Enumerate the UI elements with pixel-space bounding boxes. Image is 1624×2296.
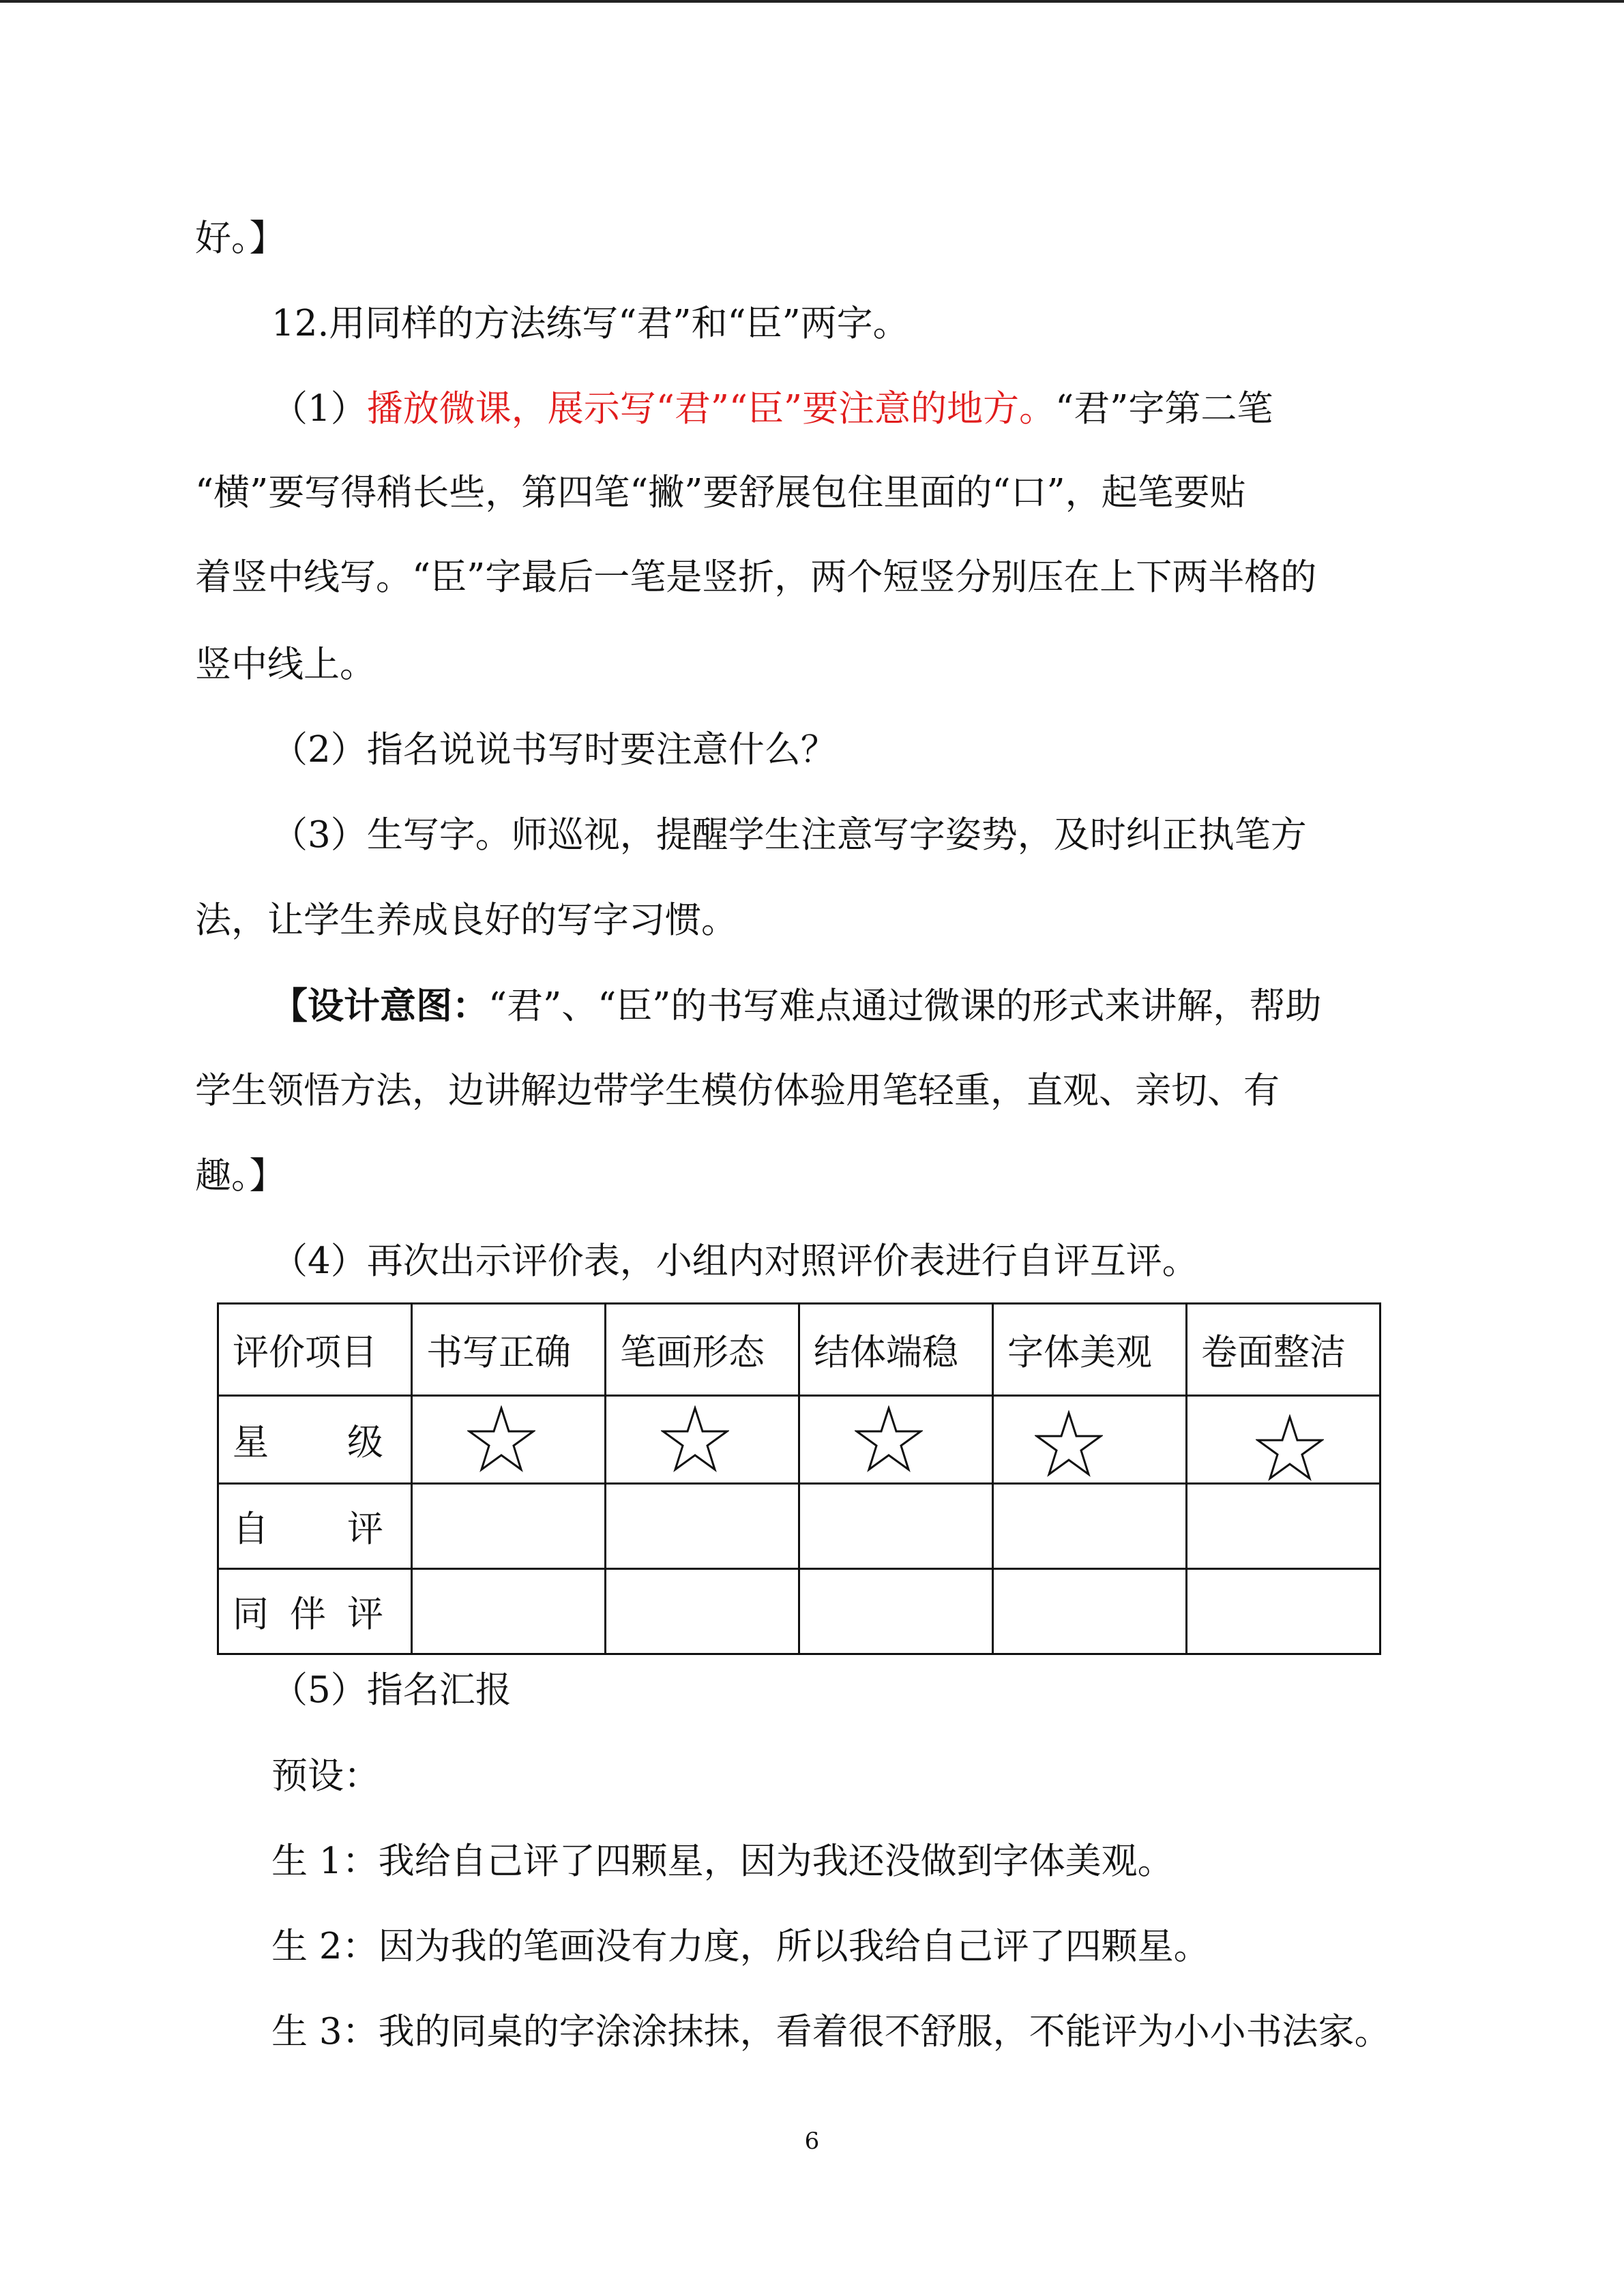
text-span: “君”、“臣”的书写难点通过微课的形式来讲解，帮助 [488,985,1322,1027]
label-char: 级 [347,1422,383,1463]
label-char: 星 [233,1422,269,1463]
table-header-cell: 卷面整洁 [1187,1304,1381,1396]
table-header-cell: 笔画形态 [606,1304,799,1396]
text-line: 着竖中线写。“臣”字最后一笔是竖折，两个短竖分别压在上下两半格的 [195,556,1317,598]
star-cell [412,1396,606,1484]
table-cell [606,1484,799,1569]
table-header-cell: 字体美观 [993,1304,1187,1396]
text-span: “君”字第二笔 [1055,388,1273,430]
text-line: 学生领悟方法，边讲解边带学生模仿体验用笔轻重，直观、亲切、有 [195,1070,1280,1112]
text-line: 生 3：我的同桌的字涂涂抹抹，看着很不舒服，不能评为小小书法家。 [271,2011,1391,2053]
star-cell [993,1396,1187,1484]
table-cell [606,1569,799,1654]
row-label-peer [218,1569,412,1654]
text-line: （2）指名说说书写时要注意什么？ [271,729,837,771]
table-cell [412,1484,606,1569]
star-icon [661,1405,729,1474]
text-line [271,385,1567,433]
top-border-line [0,0,1624,3]
text-line: （3）生写字。师巡视，提醒学生注意写字姿势，及时纠正执笔方 [271,814,1307,856]
text-line: 法，让学生养成良好的写字习惯。 [195,899,737,941]
star-cell [606,1396,799,1484]
label-char: 同 [233,1594,269,1635]
text-line: 好。】 [195,218,286,259]
star-icon [1035,1410,1103,1478]
text-line: 生 2：因为我的笔画没有力度，所以我给自己评了四颗星。 [271,1926,1210,1967]
table-row-self [218,1484,1381,1569]
label-char: 自 [233,1508,269,1550]
text-line: 预设： [271,1755,380,1797]
table-cell [993,1484,1187,1569]
table-row-peer [218,1569,1381,1654]
table-cell [1187,1484,1381,1569]
text-line: 12.用同样的方法练写“君”和“臣”两字。 [271,303,909,344]
table-cell [799,1569,993,1654]
page-number: 6 [804,2128,820,2155]
highlighted-text: 播放微课，展示写“君”“臣”要注意的地方。 [366,388,1056,430]
star-icon [1256,1414,1324,1482]
text-line: （4）再次出示评价表，小组内对照评价表进行自评互评。 [271,1240,1198,1282]
table-header-cell: 书写正确 [412,1304,606,1396]
row-label-star [218,1396,412,1484]
table-cell [799,1484,993,1569]
star-icon [855,1405,923,1474]
table-row-stars [218,1396,1381,1484]
text-line: 趣。】 [195,1155,286,1197]
table-cell [1187,1569,1381,1654]
label-char: 评 [347,1594,383,1635]
row-label-self [218,1484,412,1569]
table-header-cell: 结体端稳 [799,1304,993,1396]
star-cell [799,1396,993,1484]
label-char: 伴 [290,1594,326,1635]
table-header-cell: 评价项目 [218,1304,412,1396]
design-intent-label: 【设计意图： [271,985,488,1027]
table-header-row [218,1304,1381,1396]
evaluation-table [217,1302,1381,1655]
text-line: 生 1：我给自己评了四颗星，因为我还没做到字体美观。 [271,1840,1174,1882]
text-line: （5）指名汇报 [271,1669,512,1711]
text-line [271,982,1567,1030]
text-span: （1） [271,388,367,430]
table-cell [993,1569,1187,1654]
text-line: 竖中线上。 [195,644,376,685]
star-icon [467,1405,535,1474]
label-char: 评 [347,1508,383,1550]
text-line: “横”要写得稍长些，第四笔“撇”要舒展包住里面的“口”，起笔要贴 [195,472,1246,513]
table-cell [412,1569,606,1654]
star-cell [1187,1396,1381,1484]
